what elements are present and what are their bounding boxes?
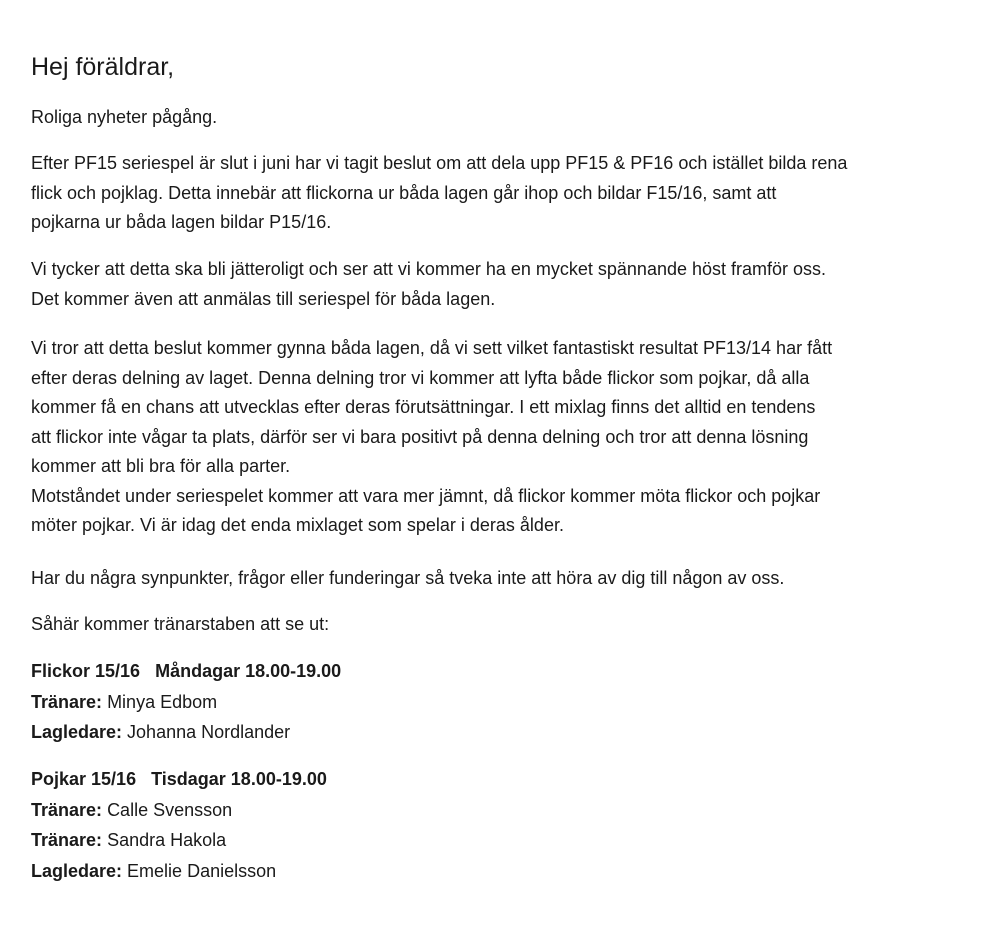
team-name: Flickor 15/16 — [31, 661, 141, 681]
team-block-flickor — [31, 656, 341, 748]
paragraph-line: Motståndet under seriespelet kommer att vara mer jämnt, då flickor kommer möta flickor och pojkar — [31, 485, 821, 506]
paragraph-line: att flickor inte vågar ta plats, därför ser vi bara positivt på denna delning och tror att denna lösning — [31, 426, 809, 447]
paragraph-line: Efter PF15 seriespel är slut i juni har vi tagit beslut om att dela upp PF15 & PF16 och istället bilda rena — [31, 153, 848, 173]
staff-role: Lagledare: — [31, 860, 123, 881]
team-name: Pojkar 15/16 — [31, 769, 137, 789]
paragraph-line: kommer få en chans att utvecklas efter deras förutsättningar. I ett mixlag finns det alltid en tendens — [31, 397, 816, 417]
paragraph-intro — [31, 103, 217, 133]
paragraph-line: Vi tycker att detta ska bli jätteroligt och ser att vi kommer ha en mycket spännande höst framför oss. — [31, 259, 827, 279]
team-header — [31, 656, 341, 687]
paragraph-reasoning — [31, 334, 832, 541]
team-schedule: Måndagar 18.00-19.00 — [155, 661, 342, 681]
staff-role: Tränare: — [31, 691, 103, 712]
staff-person: Calle Svensson — [107, 799, 233, 820]
paragraph-autumn — [31, 255, 826, 314]
paragraph-team-split — [31, 149, 847, 238]
paragraph-line: Har du några synpunkter, frågor eller funderingar så tveka inte att höra av dig till någon av oss. — [31, 568, 785, 588]
staff-row — [31, 795, 327, 826]
staff-role: Tränare: — [31, 799, 103, 820]
paragraph-line: möter pojkar. Vi är idag det enda mixlaget som spelar i deras ålder. — [31, 515, 564, 535]
staff-row — [31, 825, 327, 856]
paragraph-line: flick och pojklag. Detta innebär att flickorna ur båda lagen går ihop och bildar F15/16, samt att — [31, 182, 777, 203]
team-header — [31, 764, 327, 795]
team-schedule: Tisdagar 18.00-19.00 — [151, 769, 327, 789]
paragraph-line: Vi tror att detta beslut kommer gynna båda lagen, då vi sett vilket fantastiskt resultat PF13/14 har fått — [31, 338, 833, 358]
paragraph-staff-intro — [31, 610, 329, 640]
staff-person: Johanna Nordlander — [127, 722, 291, 742]
staff-row — [31, 856, 327, 887]
staff-role: Tränare: — [31, 830, 103, 850]
paragraph-line: Såhär kommer tränarstaben att se ut: — [31, 614, 330, 634]
team-block-pojkar — [31, 764, 327, 886]
paragraph-line: pojkarna ur båda lagen bildar P15/16. — [31, 212, 332, 232]
staff-row — [31, 687, 341, 718]
staff-row — [31, 717, 341, 748]
staff-person: Sandra Hakola — [107, 830, 227, 850]
staff-person: Emelie Danielsson — [127, 860, 277, 881]
staff-person: Minya Edbom — [107, 691, 218, 712]
greeting-heading: Hej föräldrar, — [31, 53, 175, 81]
paragraph-contact — [31, 564, 784, 594]
paragraph-line: kommer att bli bra för alla parter. — [31, 456, 291, 476]
staff-role: Lagledare: — [31, 722, 123, 742]
paragraph-line: Roliga nyheter pågång. — [31, 107, 218, 127]
paragraph-line: Det kommer även att anmälas till seriespel för båda lagen. — [31, 288, 496, 309]
paragraph-line: efter deras delning av laget. Denna delning tror vi kommer att lyfta både flickor som pojkar, då alla — [31, 367, 810, 388]
